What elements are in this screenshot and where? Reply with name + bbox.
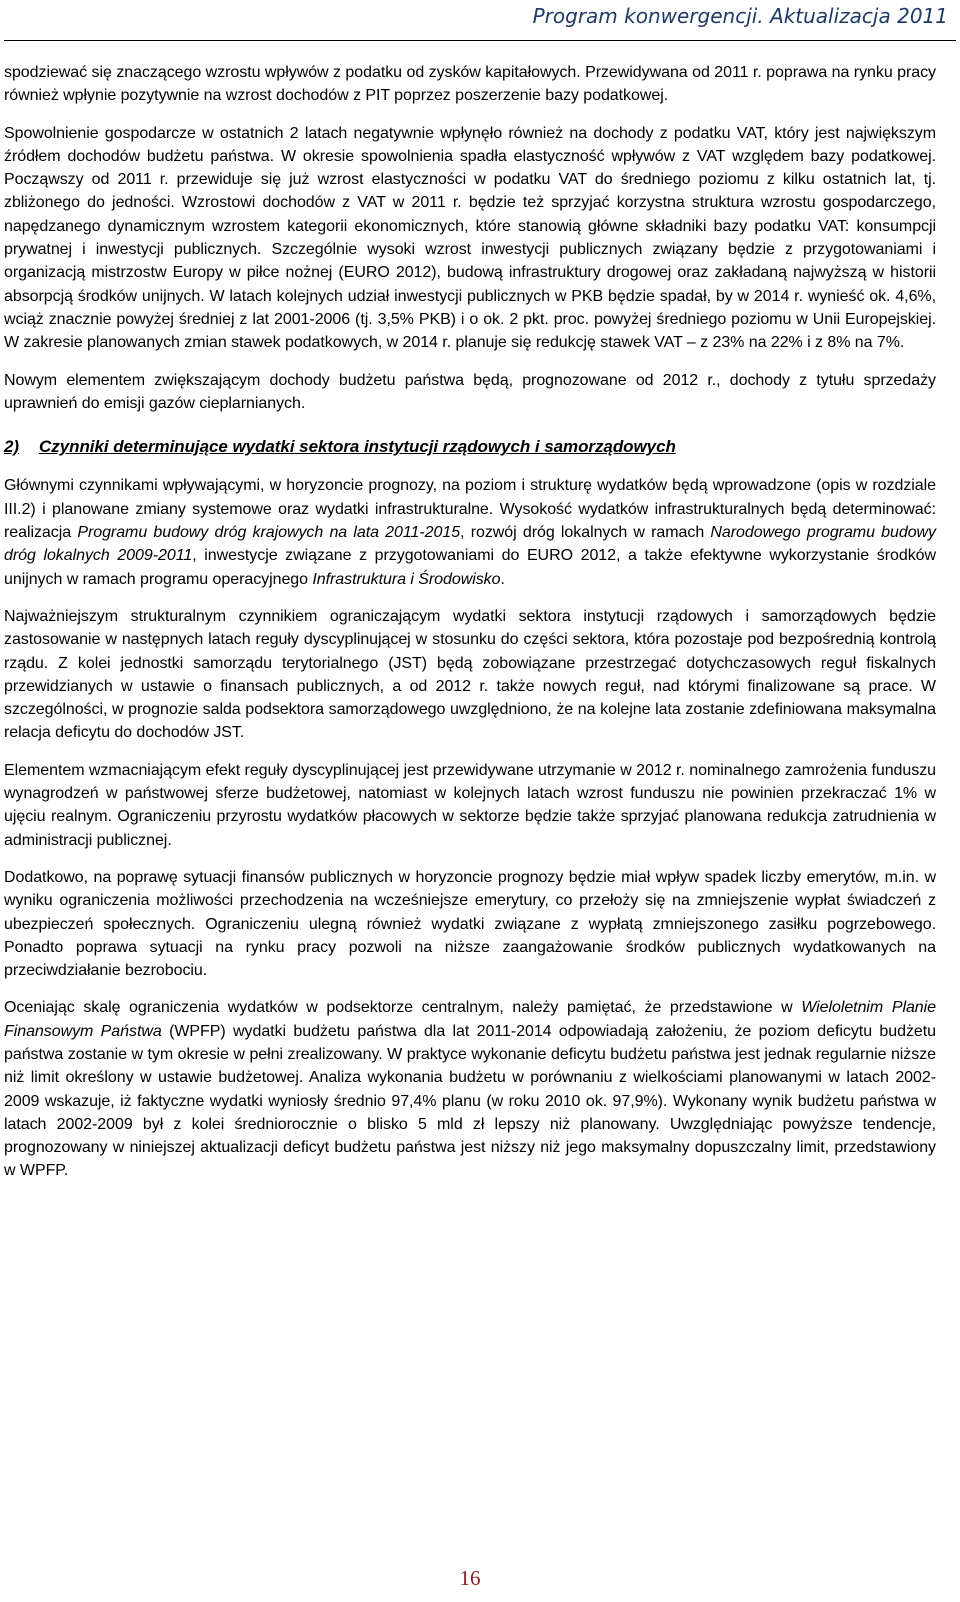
section-heading (4, 435, 936, 458)
page-number: 16 (459, 1566, 481, 1590)
running-header: Program konwergencji. Aktualizacja 2011 (532, 4, 948, 28)
italic-title-text: Wieloletnim Planie Finansowym Państwa (4, 999, 936, 1040)
text-run: Najważniejszym strukturalnym czynnikiem ograniczającym wydatki sektora instytucji rządowych i samorządowych będzie zastosowanie w następnych latach reguły dyscyplinującej w stosunku do części sektora, która pozostaje pod bezpośrednią kontrolą rządu. Z kolei jednostki samorządu terytorialnego (JST) będą zobowiązane przestrzegać dotychczasowych reguł fiskalnych przewidzianych w ustawie o finansach publicznych, a od 2012 r. także nowych reguł, nad którymi finalizowane są prace. W szczególności, w prognozie salda podsektora samorządowego uwzględniono, że na kolejne lata zostanie zdefiniowana maksymalna relacja deficytu do dochodów JST. (4, 607, 936, 742)
text-run: (WPFP) wydatki budżetu państwa dla lat 2011-2014 odpowiadają założeniu, że poziom deficytu budżetu państwa zostanie w tym okresie w pełni zrealizowany. W praktyce wykonanie deficytu budżetu państwa jest jednak regularnie niższe niż limit określony w ustawie budżetowej. Analiza wykonania budżetu w porównaniu z wielkościami planowanymi w latach 2002-2009 wskazuje, iż faktyczne wydatki wyniosły średnio 97,4% planu (w roku 2010 ok. 97,9%). Wykonany wynik budżetu państwa w latach 2002-2009 był z kolei średniorocznie o blisko 5 mld zł lepszy niż planowany. Uwzględniając powyższe tendencje, prognozowany w niniejszej aktualizacji deficyt budżetu państwa jest niższy niż jego maksymalny dopuszczalny limit, przedstawiony w WPFP. (4, 1022, 936, 1180)
section-title: Czynniki determinujące wydatki sektora instytucji rządowych i samorządowych (39, 437, 676, 457)
italic-title-text: Narodowego programu budowy dróg lokalnych 2009-2011 (4, 524, 937, 565)
italic-title-text: Infrastruktura i Środowisko (312, 570, 501, 588)
paragraph (4, 61, 936, 108)
paragraph (4, 605, 936, 745)
text-run: , rozwój dróg lokalnych w ramach (460, 524, 711, 542)
paragraph (4, 759, 936, 852)
body-text (4, 61, 936, 1183)
paragraph (4, 866, 936, 982)
paragraph (4, 996, 936, 1182)
text-run: Spowolnienie gospodarcze w ostatnich 2 latach negatywnie wpłynęło również na dochody z podatku VAT, który jest największym źródłem dochodów budżetu państwa. W okresie spowolnienia spadła elastyczność wpływów z VAT względem bazy podatkowej. Począwszy od 2011 r. przewiduje się już wzrost elastyczności w podatku VAT do średniego poziomu z kilku ostatnich lat, tj. zbliżonego do jedności. Wzrostowi dochodów z VAT w 2011 r. będzie też sprzyjać korzystna struktura wzrostu gospodarczego, napędzanego dynamicznym wzrostem kategorii ekonomicznych, które stanowią główne składniki bazy podatku VAT: konsumpcji prywatnej i inwestycji publicznych. Szczególnie wysoki wzrost inwestycji publicznych związany będzie z przygotowaniami i organizacją mistrzostw Europy w piłce nożnej (EURO 2012), budową infrastruktury drogowej oraz zakładaną najwyższą w historii absorpcją środków unijnych. W latach kolejnych udział inwestycji publicznych w PKB będzie spadał, by w 2014 r. wynieść ok. 4,6%, wciąż znacznie powyżej średniej z lat 2001-2006 (tj. 3,5% PKB) i o ok. 2 pkt. proc. powyżej średniego poziomu w Unii Europejskiej. W zakresie planowanych zmian stawek podatkowych, w 2014 r. planuje się redukcję stawek VAT – z 23% na 22% i z 8% na 7%. (4, 124, 936, 352)
section-number: 2) (4, 437, 20, 457)
text-run: spodziewać się znaczącego wzrostu wpływów z podatku od zysków kapitałowych. Przewidywana od 2011 r. poprawa na rynku pracy również wpłynie pozytywnie na wzrost dochodów z PIT poprzez poszerzenie bazy podatkowej. (4, 64, 936, 105)
text-run: Nowym elementem zwiększającym dochody budżetu państwa będą, prognozowane od 2012 r., dochody z tytułu sprzedaży uprawnień do emisji gazów cieplarnianych. (4, 371, 936, 412)
italic-title-text: Programu budowy dróg krajowych na lata 2011-2015 (77, 524, 461, 542)
text-run: Elementem wzmacniającym efekt reguły dyscyplinującej jest przewidywane utrzymanie w 2012 r. nominalnego zamrożenia funduszu wynagrodzeń w państwowej sferze budżetowej, natomiast w kolejnych latach wzrost funduszu nie powinien przekraczać 1% w ujęciu realnym. Ograniczeniu przyrostu wydatków płacowych w sektorze będzie także sprzyjać planowana redukcja zatrudnienia w administracji publicznej. (4, 761, 936, 849)
paragraph (4, 474, 936, 590)
paragraph (4, 122, 936, 355)
text-run: Oceniając skalę ograniczenia wydatków w podsektorze centralnym, należy pamiętać, że przedstawione w (4, 999, 802, 1017)
text-run: Dodatkowo, na poprawę sytuacji finansów publicznych w horyzoncie prognozy będzie miał wpływ spadek liczby emerytów, m.in. w wyniku ograniczenia możliwości przechodzenia na wcześniejsze emerytury, co przełoży się na zmniejszenie wypłat świadczeń z ubezpieczeń społecznych. Ograniczeniu ulegną również wydatki związane z wypłatą zmniejszonego zasiłku pogrzebowego. Ponadto poprawa sytuacji na rynku pracy pozwoli na niższe zaangażowanie środków publicznych wydatkowanych na przeciwdziałanie bezrobociu. (4, 868, 936, 980)
text-run: , inwestycje związane z przygotowaniami do EURO 2012, a także efektywne wykorzystanie środków unijnych w ramach programu operacyjnego (4, 547, 937, 588)
text-run: Głównymi czynnikami wpływającymi, w horyzoncie prognozy, na poziom i strukturę wydatków będą wprowadzone (opis w rozdziale III.2) i planowane zmiany systemowe oraz wydatki infrastrukturalne. Wysokość wydatków infrastrukturalnych będą determinować: realizacja (4, 477, 936, 542)
header-rule (4, 40, 956, 41)
paragraph (4, 369, 936, 416)
text-run: . (500, 570, 505, 588)
